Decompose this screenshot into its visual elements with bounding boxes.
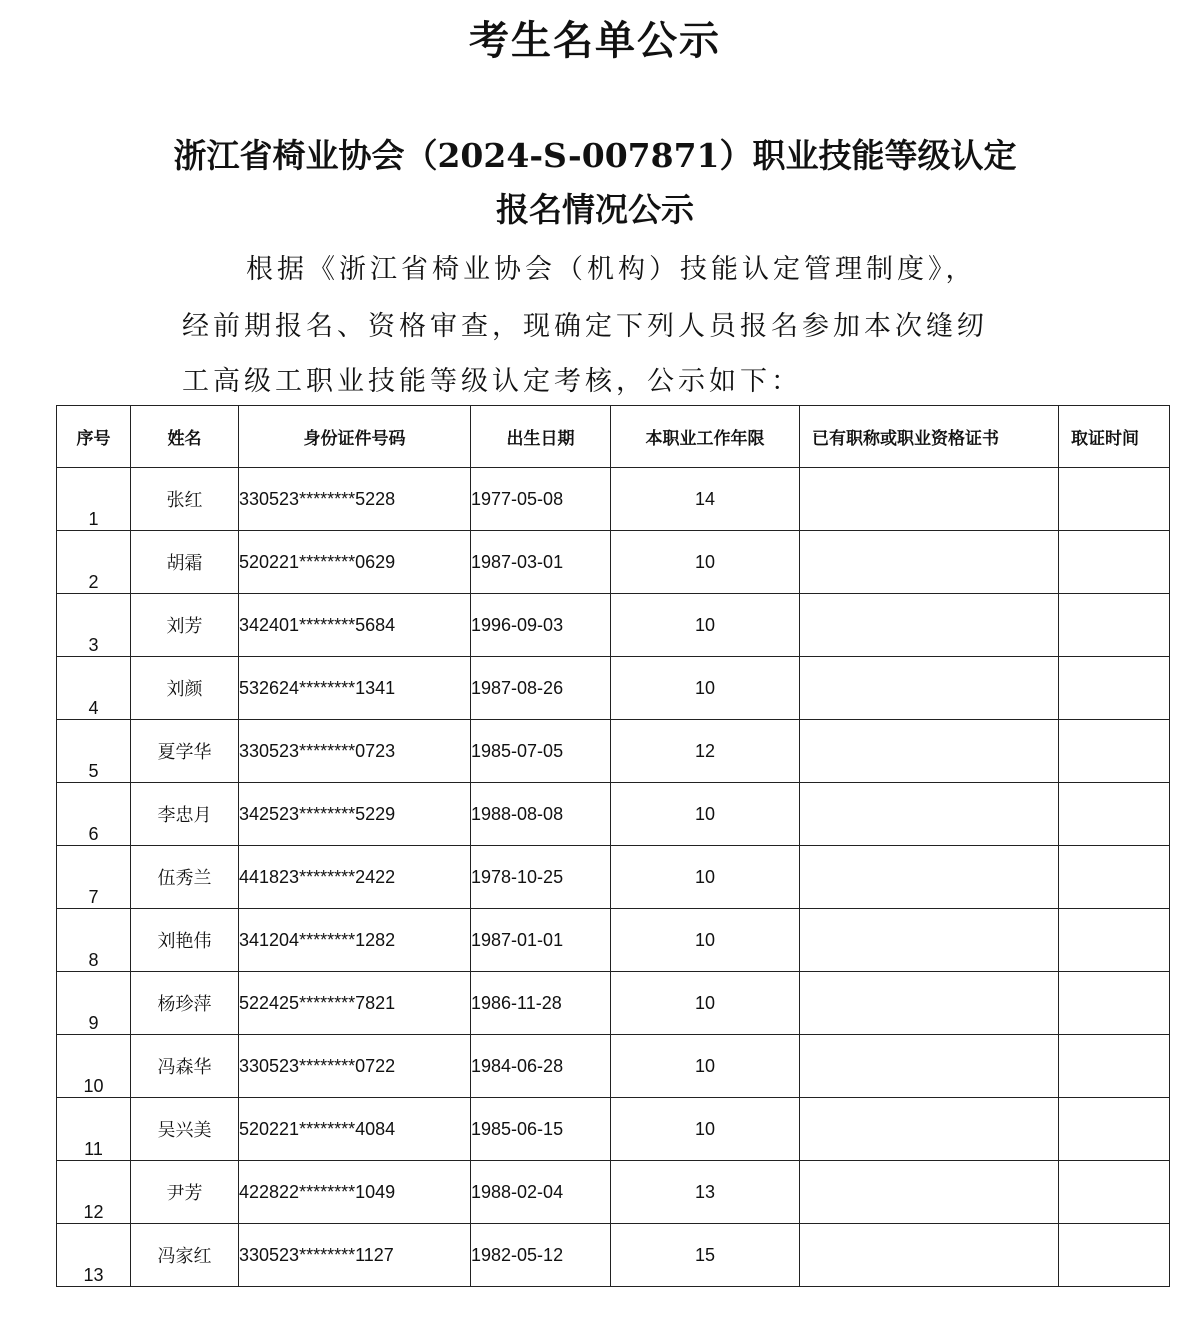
serial-number-cell: 5 [57,720,131,783]
id-number-cell: 422822********1049 [239,1161,471,1224]
serial-number-cell: 9 [57,972,131,1035]
work-years-cell: 12 [611,720,800,783]
birth-date-cell: 1996-09-03 [471,594,611,657]
birth-date-cell: 1986-11-28 [471,972,611,1035]
birth-date-cell: 1977-05-08 [471,468,611,531]
birth-date-cell: 1985-06-15 [471,1098,611,1161]
id-number-cell: 330523********1127 [239,1224,471,1287]
intro-paragraph-line-3: 工高级工职业技能等级认定考核，公示如下： [182,366,802,397]
certificate-date-cell [1059,531,1170,594]
header-existing-certificate: 已有职称或职业资格证书 [800,406,1059,468]
table-row [57,657,1170,720]
birth-date-cell: 1984-06-28 [471,1035,611,1098]
candidate-name-cell: 刘芳 [131,594,239,657]
table-row [57,468,1170,531]
work-years-cell: 13 [611,1161,800,1224]
table-row [57,720,1170,783]
id-number-cell: 342401********5684 [239,594,471,657]
serial-number-cell: 7 [57,846,131,909]
birth-date-cell: 1988-02-04 [471,1161,611,1224]
table-row [57,1098,1170,1161]
certificate-date-cell [1059,657,1170,720]
candidate-name-cell: 张红 [131,468,239,531]
certificate-date-cell [1059,972,1170,1035]
candidate-name-cell: 冯家红 [131,1224,239,1287]
serial-number-cell: 11 [57,1098,131,1161]
certificate-cell [800,909,1059,972]
candidate-name-cell: 刘颜 [131,657,239,720]
table-row [57,594,1170,657]
id-number-cell: 342523********5229 [239,783,471,846]
certificate-cell [800,594,1059,657]
candidate-name-cell: 尹芳 [131,1161,239,1224]
serial-number-cell: 10 [57,1035,131,1098]
table-row [57,531,1170,594]
certificate-date-cell [1059,594,1170,657]
work-years-cell: 14 [611,468,800,531]
table-row [57,1161,1170,1224]
certificate-date-cell [1059,846,1170,909]
serial-number-cell: 3 [57,594,131,657]
certificate-date-cell [1059,909,1170,972]
candidate-name-cell: 夏学华 [131,720,239,783]
birth-date-cell: 1987-03-01 [471,531,611,594]
birth-date-cell: 1978-10-25 [471,846,611,909]
certificate-cell [800,531,1059,594]
header-serial-number: 序号 [57,406,131,468]
intro-paragraph-line-1: 根据《浙江省椅业协会（机构）技能认定管理制度》， [246,254,977,285]
serial-number-cell: 12 [57,1161,131,1224]
certificate-date-cell [1059,1224,1170,1287]
table-row [57,972,1170,1035]
header-name: 姓名 [131,406,239,468]
document-subtitle-line-2: 报名情况公示 [496,190,694,229]
certificate-date-cell [1059,468,1170,531]
id-number-cell: 520221********4084 [239,1098,471,1161]
certificate-date-cell [1059,1161,1170,1224]
birth-date-cell: 1985-07-05 [471,720,611,783]
candidate-name-cell: 杨珍萍 [131,972,239,1035]
work-years-cell: 10 [611,783,800,846]
certificate-date-cell [1059,1098,1170,1161]
certificate-date-cell [1059,1035,1170,1098]
table-row [57,1035,1170,1098]
table-row [57,783,1170,846]
birth-date-cell: 1987-08-26 [471,657,611,720]
certificate-date-cell [1059,783,1170,846]
header-certificate-date: 取证时间 [1059,406,1170,468]
work-years-cell: 10 [611,1098,800,1161]
table-row [57,1224,1170,1287]
id-number-cell: 441823********2422 [239,846,471,909]
candidate-name-cell: 胡霜 [131,531,239,594]
work-years-cell: 10 [611,972,800,1035]
id-number-cell: 532624********1341 [239,657,471,720]
table-header-row [57,406,1170,468]
work-years-cell: 10 [611,531,800,594]
work-years-cell: 10 [611,846,800,909]
serial-number-cell: 4 [57,657,131,720]
header-birth-date: 出生日期 [471,406,611,468]
table-row [57,909,1170,972]
work-years-cell: 10 [611,657,800,720]
certificate-cell [800,972,1059,1035]
certificate-date-cell [1059,720,1170,783]
serial-number-cell: 8 [57,909,131,972]
work-years-cell: 15 [611,1224,800,1287]
certificate-cell [800,1224,1059,1287]
certificate-cell [800,1161,1059,1224]
work-years-cell: 10 [611,909,800,972]
serial-number-cell: 1 [57,468,131,531]
intro-paragraph-line-2: 经前期报名、资格审查，现确定下列人员报名参加本次缝纫 [182,311,988,342]
header-id-number: 身份证件号码 [239,406,471,468]
candidate-name-cell: 李忠月 [131,783,239,846]
birth-date-cell: 1982-05-12 [471,1224,611,1287]
work-years-cell: 10 [611,1035,800,1098]
page-title: 考生名单公示 [469,17,721,64]
table-body [57,468,1170,1287]
certificate-cell [800,657,1059,720]
document-subtitle: 浙江省椅业协会（2024-S-007871）职业技能等级认定 [173,136,1017,175]
candidate-name-cell: 伍秀兰 [131,846,239,909]
id-number-cell: 330523********5228 [239,468,471,531]
id-number-cell: 330523********0723 [239,720,471,783]
certificate-cell [800,1098,1059,1161]
id-number-cell: 522425********7821 [239,972,471,1035]
work-years-cell: 10 [611,594,800,657]
serial-number-cell: 13 [57,1224,131,1287]
certificate-cell [800,468,1059,531]
header-work-years: 本职业工作年限 [611,406,800,468]
candidate-table [56,405,1170,1287]
id-number-cell: 330523********0722 [239,1035,471,1098]
serial-number-cell: 6 [57,783,131,846]
table-row [57,846,1170,909]
certificate-cell [800,846,1059,909]
candidate-name-cell: 吴兴美 [131,1098,239,1161]
certificate-cell [800,1035,1059,1098]
certificate-cell [800,720,1059,783]
candidate-name-cell: 刘艳伟 [131,909,239,972]
birth-date-cell: 1988-08-08 [471,783,611,846]
certificate-cell [800,783,1059,846]
candidate-name-cell: 冯森华 [131,1035,239,1098]
id-number-cell: 520221********0629 [239,531,471,594]
id-number-cell: 341204********1282 [239,909,471,972]
serial-number-cell: 2 [57,531,131,594]
birth-date-cell: 1987-01-01 [471,909,611,972]
